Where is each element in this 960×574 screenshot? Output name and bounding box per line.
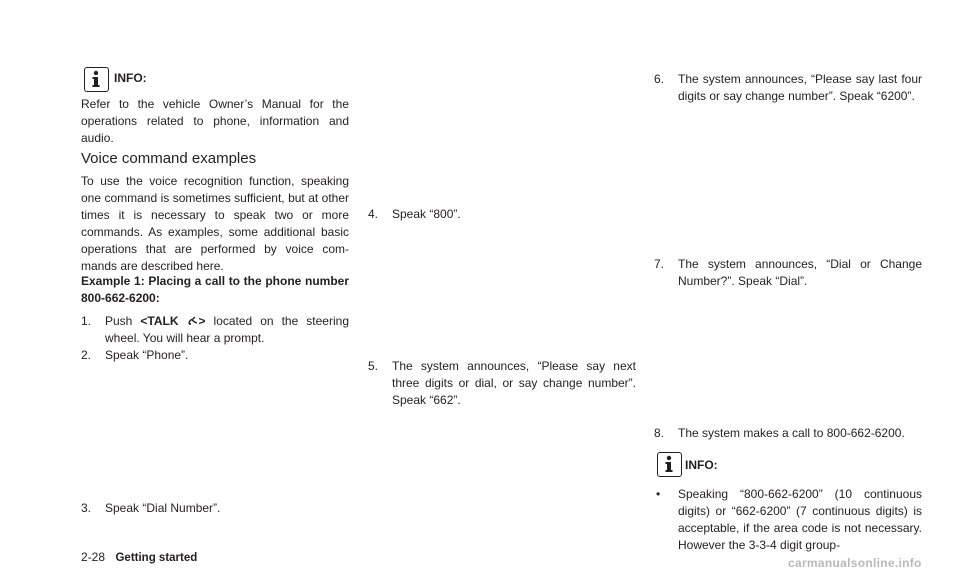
step-8-text: The system makes a call to 800-662-6200. xyxy=(678,426,905,440)
step-3-number: 3. xyxy=(81,501,92,515)
info-icon xyxy=(84,67,109,92)
talk-key-end: > xyxy=(198,314,206,328)
step-1-pre: Push xyxy=(105,314,141,328)
step-5-text: The system announces, “Please say next three digits or dial, or say change number”. Speak “662”. xyxy=(392,359,636,407)
watermark: carmanualsonline.info xyxy=(788,556,922,570)
column-right xyxy=(654,0,922,574)
step-2-number: 2. xyxy=(81,348,92,362)
step-8 xyxy=(654,425,922,442)
step-6-number: 6. xyxy=(654,72,665,86)
step-7-number: 7. xyxy=(654,257,665,271)
info-label: INFO: xyxy=(114,71,147,85)
section-title: Getting started xyxy=(115,552,198,564)
step-4-text: Speak “800”. xyxy=(392,207,461,221)
intro-paragraph: To use the voice recognition function, speaking one command is sometimes sufficient, but at other times it is necessary to speak two or more commands. As examples, some additional basic operations that are performed by voice com- mands are described here. xyxy=(81,174,349,273)
info-icon xyxy=(657,452,682,477)
step-7 xyxy=(654,256,922,290)
info-label: INFO: xyxy=(685,458,718,472)
step-5-number: 5. xyxy=(368,359,379,373)
step-5 xyxy=(368,358,636,409)
bullet-text: Speaking “800-662-6200” (10 continuous digits) or “662-6200” (7 continuous digits) is acceptable, if the area code is not necessary. However the 3-3-4 digit group- xyxy=(678,487,922,552)
talk-key-label: <TALK xyxy=(140,314,187,328)
step-3-text: Speak “Dial Number”. xyxy=(105,501,221,515)
step-6 xyxy=(654,71,922,105)
step-6-text: The system announces, “Please say last four digits or say change number”. Speak “6200”. xyxy=(678,72,922,103)
column-left xyxy=(81,0,349,574)
step-8-number: 8. xyxy=(654,426,665,440)
step-3 xyxy=(81,500,349,517)
info-bullet xyxy=(654,486,922,554)
step-2 xyxy=(81,347,349,364)
step-4-number: 4. xyxy=(368,207,379,221)
page-number: 2-28 xyxy=(81,550,106,564)
step-1-post: located on the steering wheel. You will hear a prompt. xyxy=(105,314,349,345)
step-2-text: Speak “Phone”. xyxy=(105,348,189,362)
column-middle xyxy=(368,0,636,574)
info-text: Refer to the vehicle Owner’s Manual for the operations related to phone, information and audio. xyxy=(81,97,349,145)
step-7-text: The system announces, “Dial or Change Number?”. Speak “Dial”. xyxy=(678,257,922,288)
step-1 xyxy=(81,313,349,347)
example-title: Example 1: Placing a call to the phone number 800-662-6200: xyxy=(81,274,349,305)
section-heading: Voice command examples xyxy=(81,150,257,167)
step-1-text xyxy=(81,313,349,347)
step-4 xyxy=(368,206,636,223)
step-1-number: 1. xyxy=(81,314,92,328)
page-footer xyxy=(81,548,197,566)
bullet-mark: • xyxy=(656,487,661,501)
talk-phone-icon xyxy=(187,314,199,326)
